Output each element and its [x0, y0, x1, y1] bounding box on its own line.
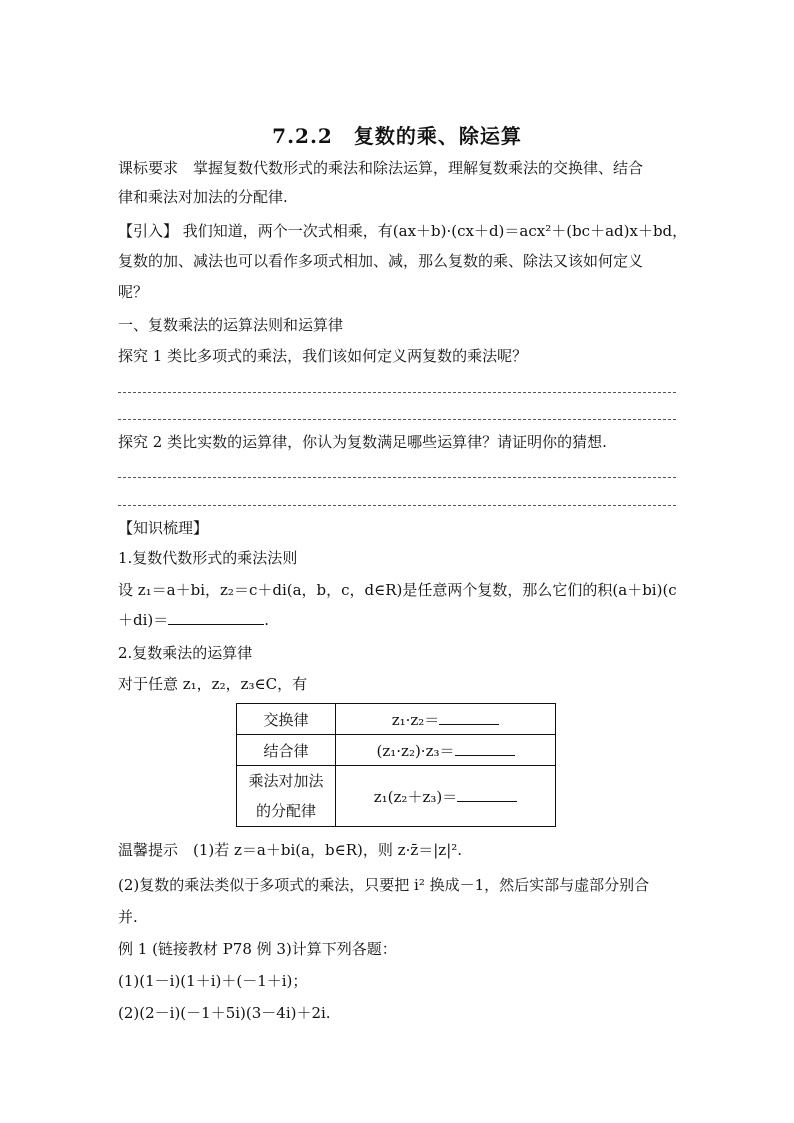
- table-row: [237, 735, 556, 766]
- law-formula-cell: [336, 766, 556, 827]
- law-name: 结合律: [237, 735, 336, 766]
- answer-dash-line: [118, 505, 676, 506]
- intro-line-3: 呢？: [118, 283, 149, 301]
- section-heading: 一、复数乘法的运算法则和运算律: [118, 316, 344, 334]
- requirement-line-1: 课标要求 掌握复数代数形式的乘法和除法运算，理解复数乘法的交换律、结合: [118, 159, 644, 177]
- law-formula-cell: [336, 704, 556, 735]
- knowledge-item-2-title: 2.复数乘法的运算律: [118, 644, 253, 662]
- page-title: 7.2.2 复数的乘、除运算: [272, 124, 522, 148]
- law-formula: z₁·z₂＝: [391, 710, 440, 729]
- knowledge-item-2-line: 对于任意 z₁，z₂，z₃∈C，有: [118, 675, 308, 693]
- tip-line-3: 并.: [118, 908, 138, 926]
- fill-in-blank[interactable]: [439, 710, 499, 725]
- tip-line-2: (2)复数的乘法类似于多项式的乘法，只要把 i² 换成－1，然后实部与虚部分别合: [118, 876, 650, 894]
- example-question-1: (1)(1－i)(1＋i)＋(－1＋i)；: [118, 972, 308, 990]
- law-name: [237, 766, 336, 827]
- knowledge-item-1-line-1: 设 z₁＝a＋bi，z₂＝c＋di(a，b，c，d∈R)是任意两个复数，那么它们的积(a＋bi)(c: [118, 581, 677, 599]
- answer-dash-line: [118, 392, 676, 393]
- knowledge-item-1-line-2: [118, 610, 678, 630]
- example-question-2: (2)(2－i)(－1＋5i)(3－4i)＋2i.: [118, 1004, 331, 1022]
- knowledge-item-1-title: 1.复数代数形式的乘法法则: [118, 549, 298, 567]
- intro-line-2: 复数的加、减法也可以看作多项式相加、减，那么复数的乘、除法又该如何定义: [118, 252, 644, 270]
- answer-dash-line: [118, 419, 676, 420]
- explore-1: 探究 1 类比多项式的乘法，我们该如何定义两复数的乘法呢？: [118, 347, 528, 365]
- period: .: [264, 611, 270, 629]
- fill-in-blank[interactable]: [168, 610, 264, 625]
- law-name: 交换律: [237, 704, 336, 735]
- table-row: [237, 704, 556, 735]
- tip-line-1: 温馨提示 (1)若 z＝a＋bi(a，b∈R)，则 z·z̄＝|z|².: [118, 841, 463, 859]
- explore-2: 探究 2 类比实数的运算律，你认为复数满足哪些运算律？请证明你的猜想.: [118, 433, 607, 451]
- requirement-line-2: 律和乘法对加法的分配律.: [118, 188, 288, 206]
- law-name-part-1: 乘法对加法: [248, 772, 324, 790]
- law-formula: (z₁·z₂)·z₃＝: [376, 741, 455, 760]
- fill-in-blank[interactable]: [457, 787, 517, 802]
- example-heading: 例 1 (链接教材 P78 例 3)计算下列各题：: [118, 940, 397, 958]
- law-name-part-2: 的分配律: [255, 802, 316, 820]
- knowledge-heading: 【知识梳理】: [118, 519, 209, 537]
- fill-in-blank[interactable]: [455, 741, 515, 756]
- operation-laws-table: [236, 703, 556, 827]
- product-expression: ＋di)＝: [118, 611, 169, 629]
- answer-dash-line: [118, 477, 676, 478]
- law-formula: z₁(z₂＋z₃)＝: [373, 787, 458, 806]
- intro-line-1: 【引入】 我们知道，两个一次式相乘，有(ax＋b)·(cx＋d)＝acx²＋(bc＋ad)x＋bd，: [118, 222, 688, 240]
- table-row: [237, 766, 556, 827]
- law-formula-cell: [336, 735, 556, 766]
